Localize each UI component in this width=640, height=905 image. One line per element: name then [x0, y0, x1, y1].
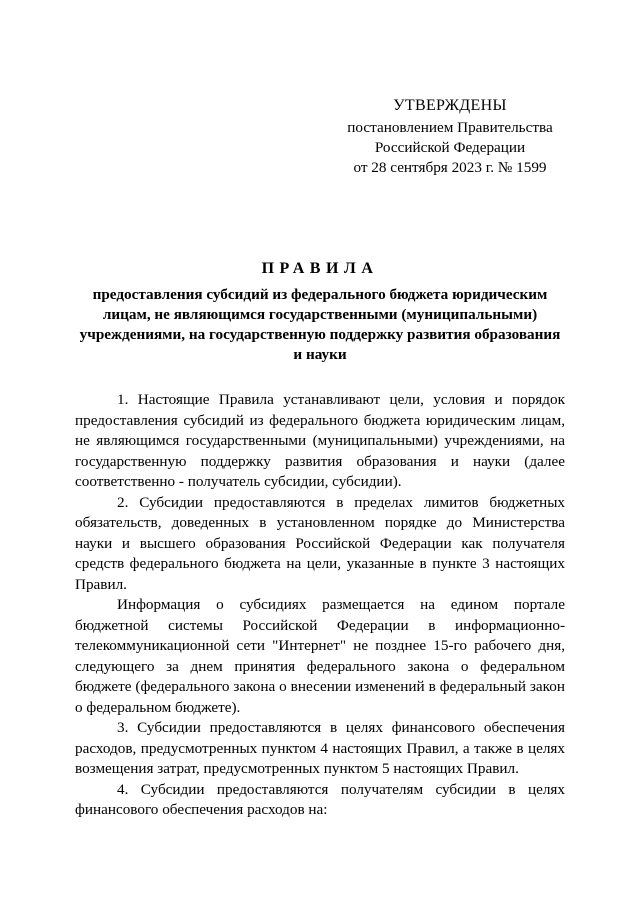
approval-line-date: от 28 сентября 2023 г. № 1599 [353, 159, 547, 176]
paragraph-2: 2. Субсидии предоставляются в пределах лимитов бюджетных обязательств, доведенных в установленном порядке до Министерства науки и высшего образования Российской Федерации как получателя средств федерального бюджета на цели, указанные в пункте 3 настоящих Правил. [75, 493, 565, 593]
paragraph-1: 1. Настоящие Правила устанавливают цели, условия и порядок предоставления субсидий из федерального бюджета юридическим лицам, не являющимся государственными (муниципальными) учреждениями, на государственную поддержку развития образования и науки (далее соответственно - получатель субсидии, субсидии). [75, 391, 565, 490]
document-title: ПРАВИЛА [261, 260, 379, 277]
approval-line-resolution: постановлением Правительства [347, 119, 553, 136]
document-subtitle: предоставления субсидий из федерального бюджета юридическим лицам, не являющимся государственными (муниципальными) учреждениями, на государственную поддержку развития образования и науки [79, 286, 561, 363]
paragraph-2-info: Информация о субсидиях размещается на едином портале бюджетной системы Российской Федерации в информационно-телекоммуникационной сети "Интернет" не позднее 15-го рабочего дня, следующего за днем принятия федерального закона о федеральном бюджете (федерального закона о внесении изменений в федеральный закон о федеральном бюджете). [75, 596, 565, 716]
approval-block [330, 96, 570, 178]
paragraph-3: 3. Субсидии предоставляются в целях финансового обеспечения расходов, предусмотренных пунктом 4 настоящих Правил, а также в целях возмещения затрат, предусмотренных пунктом 5 настоящих Правил. [75, 719, 565, 777]
paragraph-4: 4. Субсидии предоставляются получателям субсидии в целях финансового обеспечения расходов на: [75, 780, 565, 818]
document-body [75, 390, 565, 821]
approval-line-government: Российской Федерации [374, 139, 526, 156]
approval-heading: УТВЕРЖДЕНЫ [393, 97, 507, 114]
